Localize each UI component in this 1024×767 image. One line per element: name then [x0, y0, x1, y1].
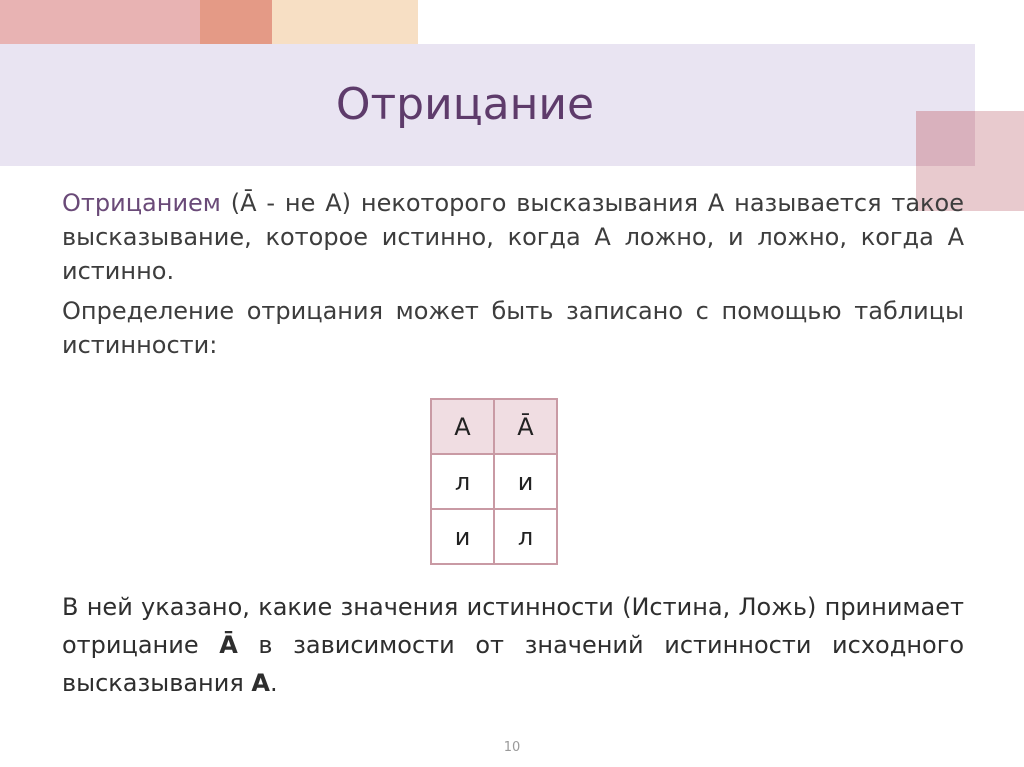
- definition-term: Отрицанием: [62, 189, 221, 217]
- truth-table-header-not-a: Ā: [494, 399, 557, 454]
- explanation-text-3: .: [270, 669, 278, 697]
- page-number: 10: [503, 740, 521, 755]
- truth-table-header-row: [431, 399, 557, 454]
- truth-table: [430, 398, 558, 565]
- truth-table-header-a: А: [431, 399, 494, 454]
- truth-table-cell: и: [431, 509, 494, 564]
- truth-table-cell: и: [494, 454, 557, 509]
- truth-table-row: [431, 454, 557, 509]
- truth-table-cell: л: [494, 509, 557, 564]
- slide-title: Отрицание: [335, 79, 595, 130]
- table-intro-paragraph: Определение отрицания может быть записано с помощью таблицы истинности:: [62, 297, 964, 359]
- truth-table-row: [431, 509, 557, 564]
- explanation-paragraph: [62, 588, 964, 702]
- definition-paragraph: [62, 186, 964, 288]
- definition-text: (Ā - не А) некоторого высказывания А называется такое высказывание, которое истинно, когда А ложно, и ложно, когда А истинно.: [62, 189, 964, 285]
- explanation-a: А: [251, 669, 270, 697]
- slide-body: [62, 186, 964, 368]
- explanation-text-2: в зависимости от значений истинности исходного высказывания: [62, 631, 964, 697]
- explanation-not-a: Ā: [219, 631, 238, 659]
- truth-table-cell: л: [431, 454, 494, 509]
- explanation-text-1: В ней указано, какие значения истинности (Истина, Ложь) принимает отрицание: [62, 593, 964, 659]
